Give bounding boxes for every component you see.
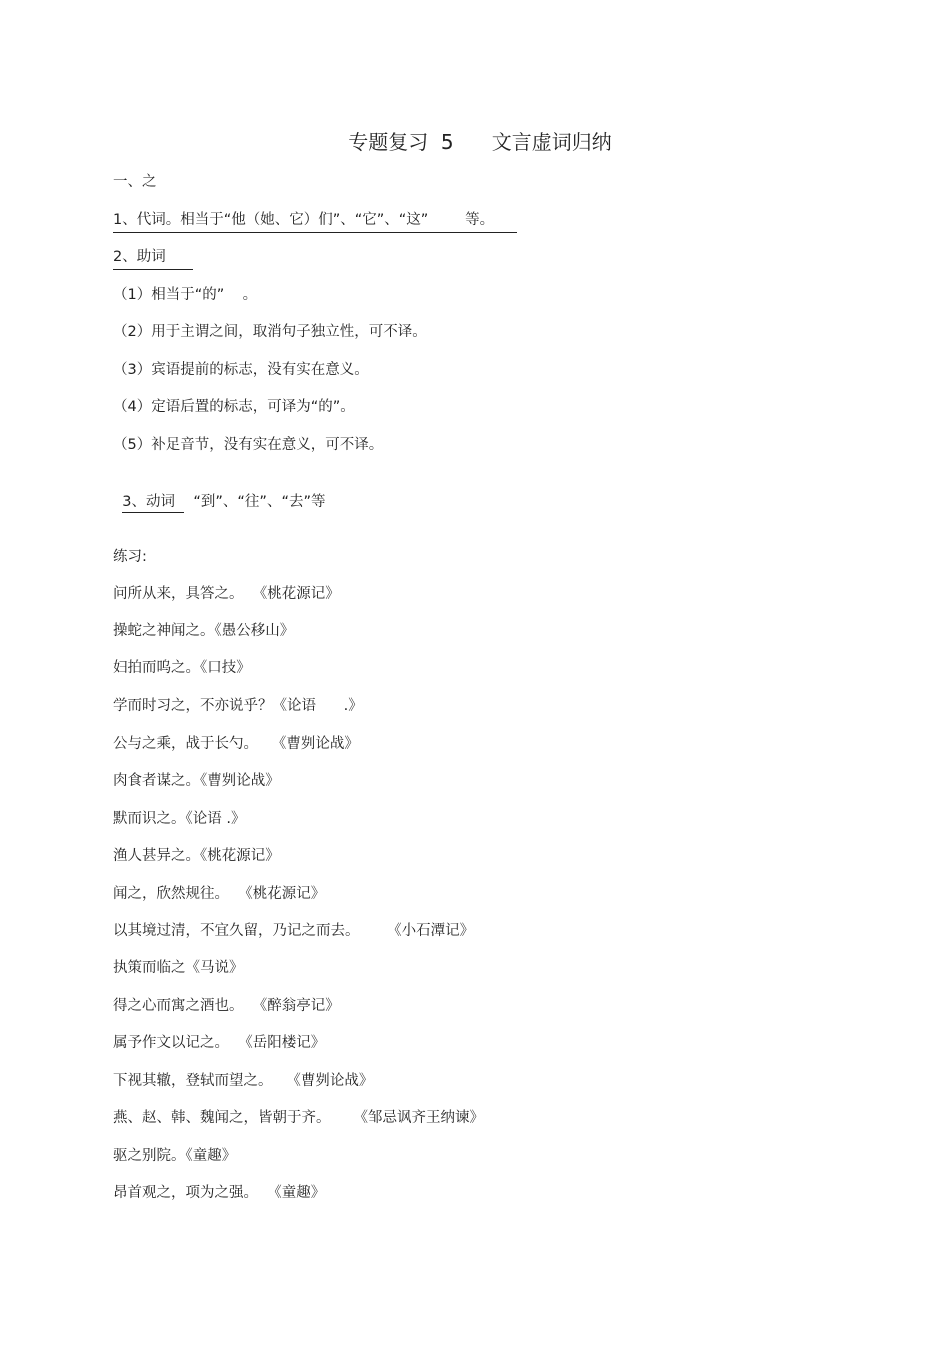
exercise-line: 以其境过清，不宜久留，乃记之而去。 《小石潭记》 bbox=[113, 923, 475, 939]
exercise-line: 属予作文以记之。 《岳阳楼记》 bbox=[113, 1035, 326, 1051]
exercise-line: 妇拍而呜之。《口技》 bbox=[113, 660, 251, 676]
exercise-line: 下视其辙，登轼而望之。 《曹刿论战》 bbox=[113, 1073, 374, 1089]
page-title: 专题复习 5 文言虚词归纳 bbox=[348, 130, 612, 154]
item-particle: 2、助词 bbox=[113, 247, 193, 270]
exercise-line: 问所从来，具答之。 《桃花源记》 bbox=[113, 586, 340, 602]
sub-item: （3）宾语提前的标志，没有实在意义。 bbox=[113, 362, 369, 378]
exercise-line: 执策而临之《马说》 bbox=[113, 960, 244, 976]
exercise-line: 默而识之。《论语 .》 bbox=[113, 811, 246, 827]
section-heading: 一、之 bbox=[113, 174, 157, 190]
exercise-line: 肉食者谋之。《曹刿论战》 bbox=[113, 773, 280, 789]
exercise-heading: 练习: bbox=[113, 549, 147, 565]
item-verb-text: “到”、“往”、“去”等 bbox=[184, 494, 326, 510]
exercise-line: 驱之别院。《童趣》 bbox=[113, 1148, 237, 1164]
item-pronoun: 1、代词。相当于“他（她、它）们”、“它”、“这” 等。 bbox=[113, 210, 517, 233]
exercise-line: 渔人甚异之。《桃花源记》 bbox=[113, 848, 280, 864]
exercise-line: 闻之，欣然规往。 《桃花源记》 bbox=[113, 886, 326, 902]
exercise-line: 得之心而寓之酒也。 《醉翁亭记》 bbox=[113, 998, 340, 1014]
sub-item: （2）用于主谓之间，取消句子独立性，可不译。 bbox=[113, 324, 427, 340]
sub-item: （4）定语后置的标志，可译为“的”。 bbox=[113, 399, 355, 415]
item-verb-label: 3、动词 bbox=[122, 494, 184, 513]
sub-item: （5）补足音节，没有实在意义，可不译。 bbox=[113, 437, 384, 453]
exercise-line: 操蛇之神闻之。《愚公移山》 bbox=[113, 623, 295, 639]
exercise-line: 学而时习之，不亦说乎？《论语 .》 bbox=[113, 698, 363, 714]
sub-item: （1）相当于“的” 。 bbox=[113, 287, 258, 303]
exercise-line: 燕、赵、韩、魏闻之，皆朝于齐。 《邹忌讽齐王纳谏》 bbox=[113, 1110, 485, 1126]
item-verb bbox=[113, 472, 325, 512]
exercise-line: 昂首观之，项为之强。 《童趣》 bbox=[113, 1185, 326, 1201]
exercise-line: 公与之乘，战于长勺。 《曹刿论战》 bbox=[113, 736, 359, 752]
